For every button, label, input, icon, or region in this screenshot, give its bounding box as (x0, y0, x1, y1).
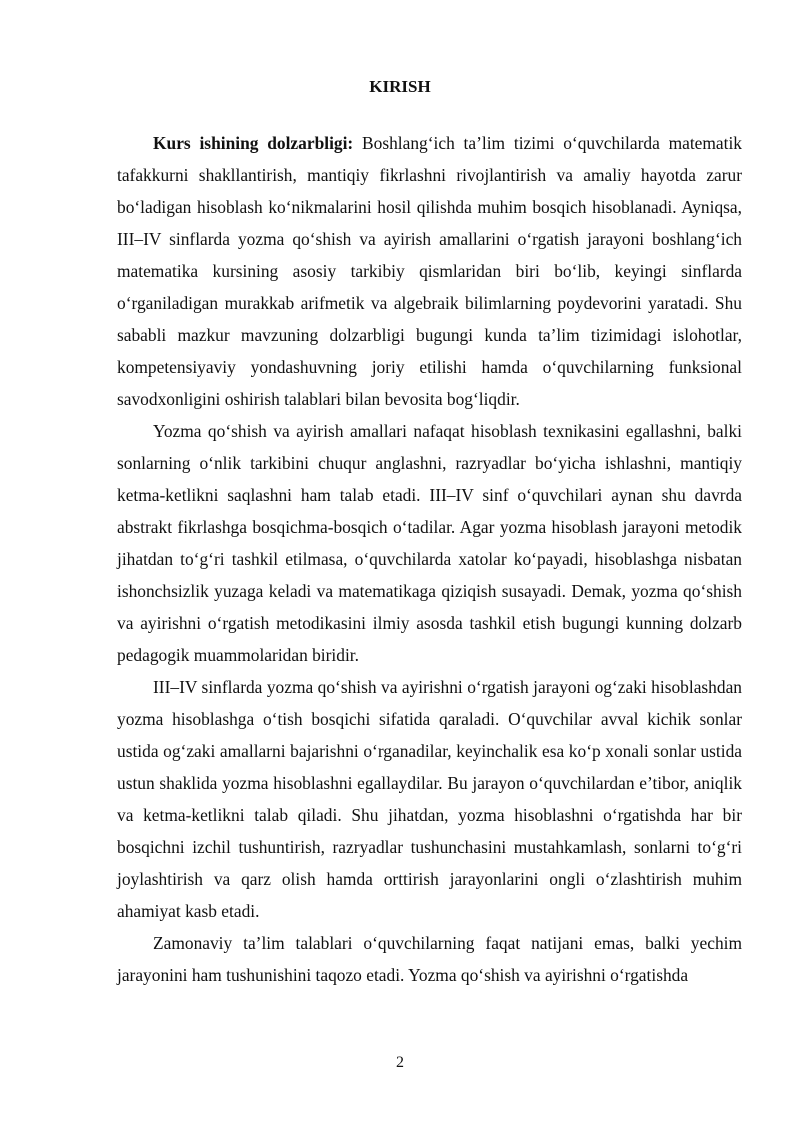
paragraph-text: Zamonaviy ta’lim talablari o‘quvchilarning faqat natijani emas, balki yechim jarayonini ham tushunishini taqozo etadi. Yozma qo‘shish va ayirishni o‘rgatishda (117, 933, 742, 985)
paragraph (117, 927, 742, 991)
paragraph-text: Boshlang‘ich ta’lim tizimi o‘quvchilarda matematik tafakkurni shakllantirish, mantiqiy fikrlashni rivojlantirish va amaliy hayotda zarur bo‘ladigan hisoblash ko‘nikmalarini hosil qilishda muhim bosqich hisoblanadi. Ayniqsa, III–IV sinflarda yozma qo‘shish va ayirish amallarini o‘rgatish jarayoni boshlang‘ich matematika kursining asosiy tarkibiy qismlaridan biri bo‘lib, keyingi sinflarda o‘rganiladigan murakkab arifmetik va algebraik bilimlarning poydevorini yaratadi. Shu sababli mazkur mavzuning dolzarbligi bugungi kunda ta’lim tizimidagi islohotlar, kompetensiyaviy yondashuvning joriy etilishi hamda o‘quvchilarning funksional savodxonligini oshirish talablari bilan bevosita bog‘liqdir. (117, 133, 742, 409)
body-text (117, 127, 742, 991)
paragraph-text: Yozma qo‘shish va ayirish amallari nafaqat hisoblash texnikasini egallashni, balki sonlarning o‘nlik tarkibini chuqur anglashni, razryadlar bo‘yicha ishlashni, mantiqiy ketma-ketlikni saqlashni ham talab etadi. III–IV sinf o‘quvchilari aynan shu davrda abstrakt fikrlashga bosqichma-bosqich o‘tadilar. Agar yozma hisoblash jarayoni metodik jihatdan to‘g‘ri tashkil etilmasa, o‘quvchilarda xatolar ko‘payadi, hisoblashga nisbatan ishonchsizlik yuzaga keladi va matematikaga qiziqish susayadi. Demak, yozma qo‘shish va ayirishni o‘rgatish metodikasini ilmiy asosda tashkil etish bugungi kunning dolzarb pedagogik muammolaridan biridir. (117, 421, 742, 665)
paragraph (117, 671, 742, 927)
paragraph (117, 415, 742, 671)
paragraph-lead: Kurs ishining dolzarbligi: (153, 133, 354, 153)
section-heading: KIRISH (369, 77, 431, 96)
paragraph-text: III–IV sinflarda yozma qo‘shish va ayirishni o‘rgatish jarayoni og‘zaki hisoblashdan yozma hisoblashga o‘tish bosqichi sifatida qaraladi. O‘quvchilar avval kichik sonlar ustida og‘zaki amallarni bajarishni o‘rganadilar, keyinchalik esa ko‘p xonali sonlar ustida ustun shaklida yozma hisoblashni egallaydilar. Bu jarayon o‘quvchilardan e’tibor, aniqlik va ketma-ketlikni talab qiladi. Shu jihatdan, yozma hisoblashni o‘rgatishda har bir bosqichni izchil tushuntirish, razryadlar tushunchasini mustahkamlash, sonlarni to‘g‘ri joylashtirish va qarz olish hamda orttirish jarayonlarini ongli o‘zlashtirish muhim ahamiyat kasb etadi. (117, 677, 742, 921)
paragraph (117, 127, 742, 415)
page-number: 2 (396, 1054, 404, 1071)
